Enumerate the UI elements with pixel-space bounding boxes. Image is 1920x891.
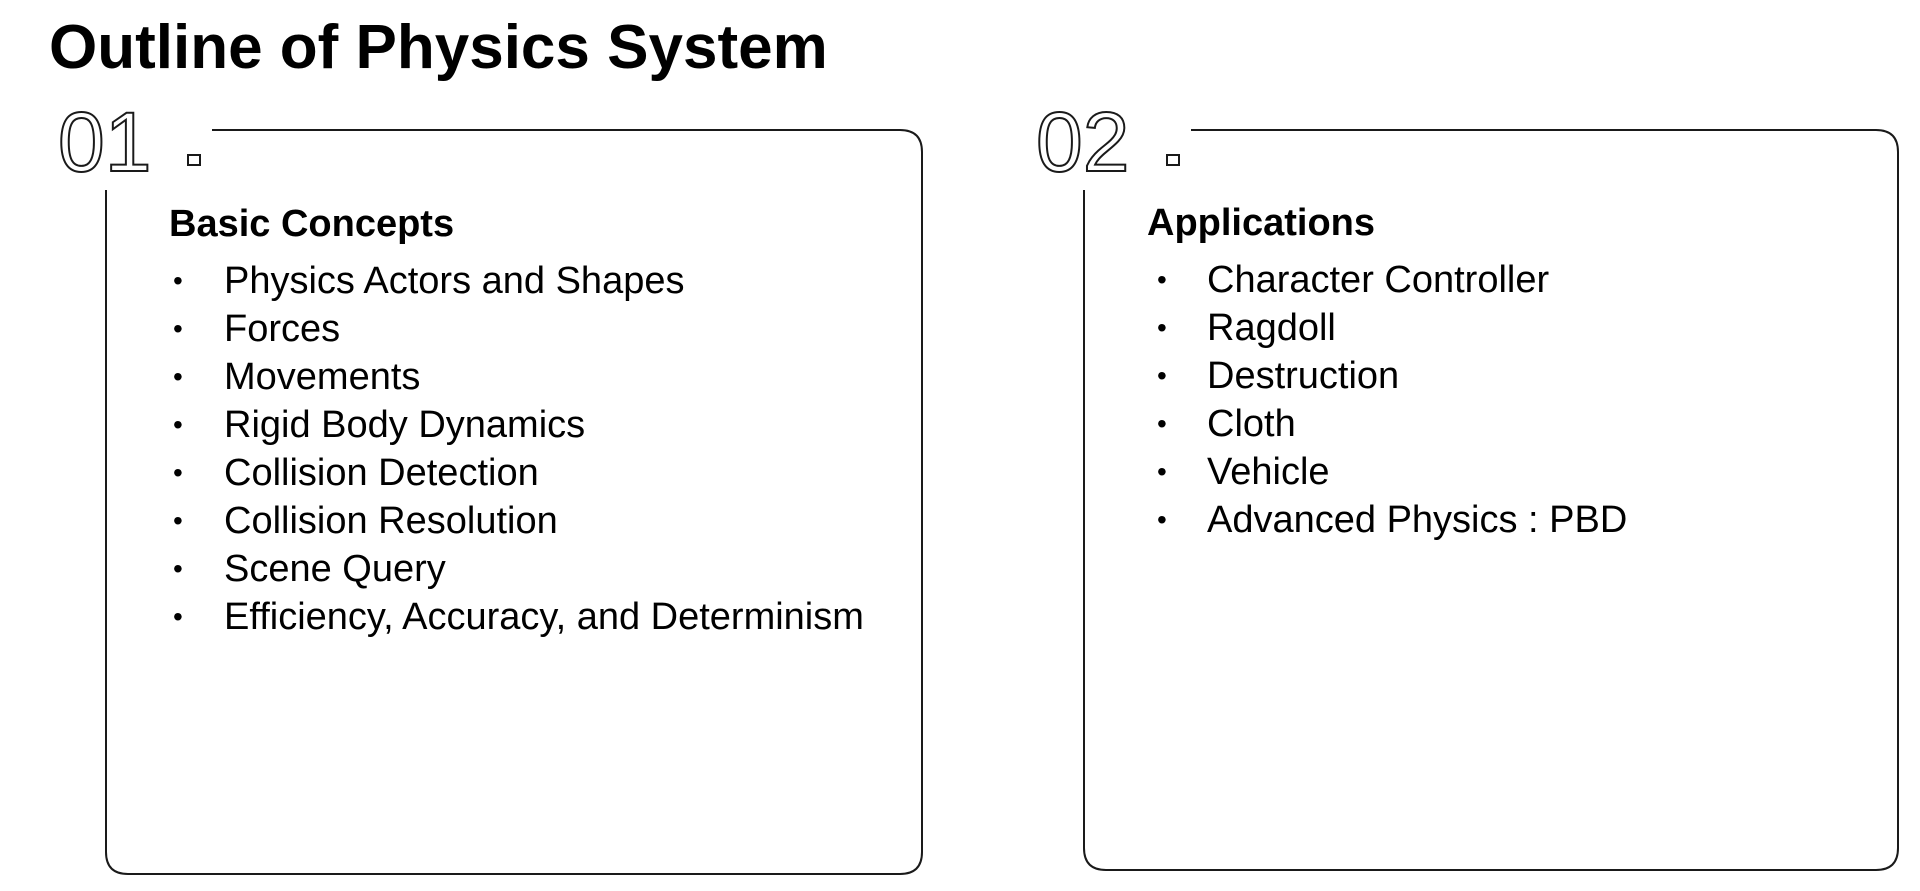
- section-heading: Applications: [1147, 202, 1376, 244]
- section-number: 02: [1036, 95, 1130, 189]
- bullet: •: [1157, 408, 1167, 439]
- list-item-label: Collision Detection: [224, 452, 539, 494]
- list-item: [1147, 448, 1627, 496]
- section-panel-applications: [960, 0, 1920, 891]
- list-item: [169, 401, 864, 449]
- list-item: [169, 257, 864, 305]
- bullet: •: [173, 505, 183, 536]
- list-item-label: Rigid Body Dynamics: [224, 404, 586, 446]
- list-item: [169, 545, 864, 593]
- list-item-label: Scene Query: [224, 548, 446, 590]
- bullet: •: [173, 409, 183, 440]
- item-list: [169, 257, 864, 641]
- bullet: •: [1157, 456, 1167, 487]
- list-item-label: Destruction: [1207, 355, 1400, 397]
- section-number-dot: [1166, 154, 1180, 166]
- bullet: •: [1157, 264, 1167, 295]
- list-item: [169, 449, 864, 497]
- list-item-label: Vehicle: [1207, 451, 1330, 493]
- bullet: •: [1157, 360, 1167, 391]
- list-item: [1147, 496, 1627, 544]
- list-item-label: Forces: [224, 308, 341, 350]
- list-item: [169, 353, 864, 401]
- item-list: [1147, 256, 1627, 544]
- list-item-label: Ragdoll: [1207, 307, 1336, 349]
- bullet: •: [173, 361, 183, 392]
- list-item-label: Advanced Physics : PBD: [1207, 499, 1628, 541]
- list-item-label: Movements: [224, 356, 421, 398]
- list-item-label: Physics Actors and Shapes: [224, 260, 685, 302]
- bullet: •: [173, 313, 183, 344]
- list-item-label: Character Controller: [1207, 259, 1550, 301]
- section-number: 01: [58, 95, 152, 189]
- bullet: •: [173, 601, 183, 632]
- list-item: [169, 305, 864, 353]
- list-item: [169, 497, 864, 545]
- page-title: Outline of Physics System: [49, 13, 828, 82]
- list-item: [1147, 400, 1627, 448]
- bullet: •: [173, 553, 183, 584]
- section-heading: Basic Concepts: [169, 203, 455, 245]
- list-item-label: Collision Resolution: [224, 500, 558, 542]
- bullet: •: [1157, 504, 1167, 535]
- list-item: [1147, 352, 1627, 400]
- bullet: •: [173, 457, 183, 488]
- list-item: [169, 593, 864, 641]
- bullet: •: [173, 265, 183, 296]
- section-number-dot: [187, 154, 201, 166]
- list-item-label: Cloth: [1207, 403, 1296, 445]
- list-item-label: Efficiency, Accuracy, and Determinism: [224, 596, 864, 638]
- list-item: [1147, 256, 1627, 304]
- bullet: •: [1157, 312, 1167, 343]
- list-item: [1147, 304, 1627, 352]
